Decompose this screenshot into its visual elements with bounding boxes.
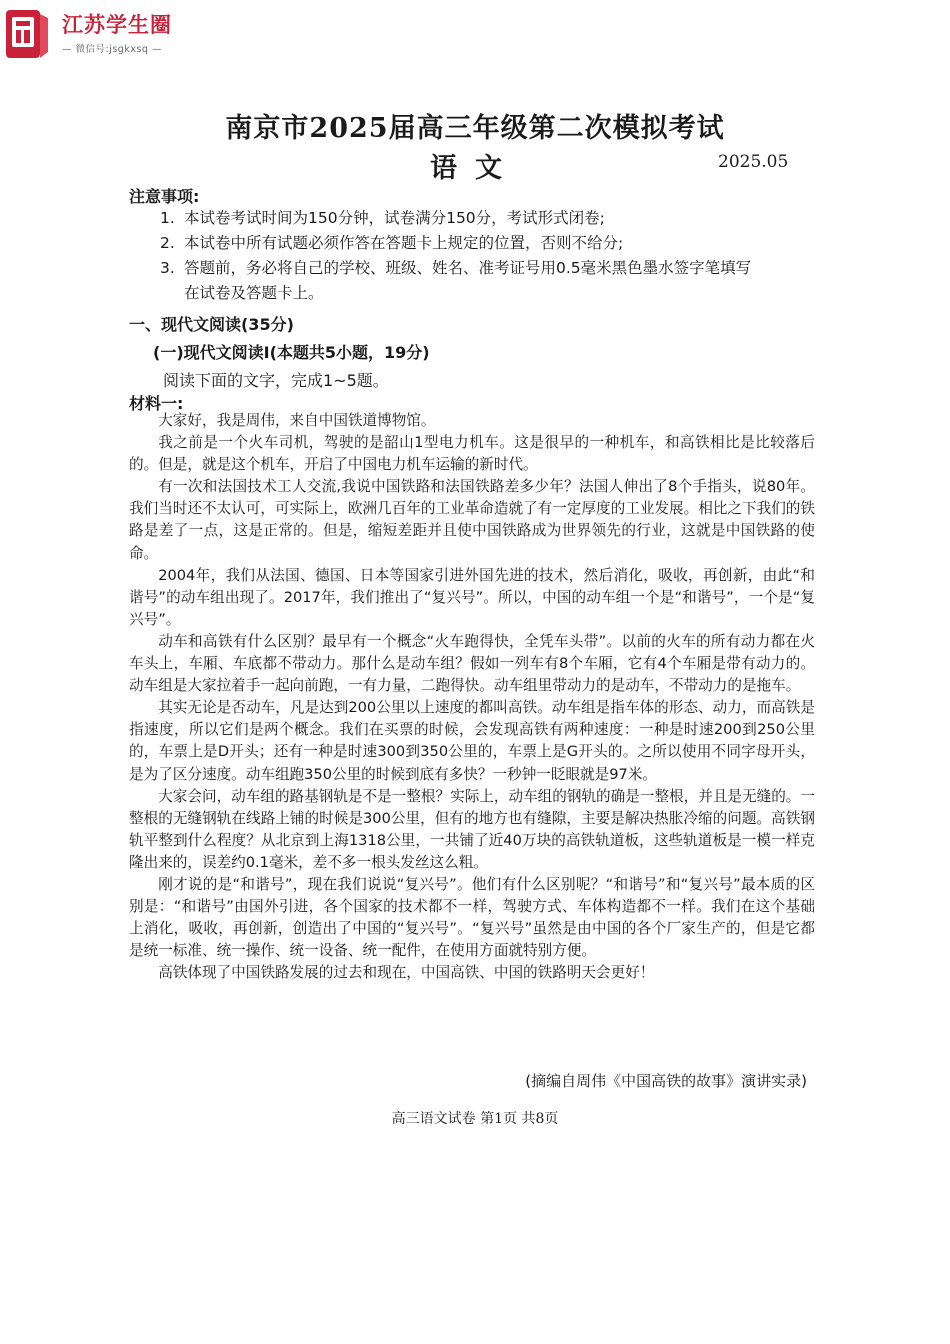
brand	[62, 12, 172, 55]
paragraph: 2004年，我们从法国、德国、日本等国家引进外国先进的技术，然后消化，吸收，再创新，由此“和谐号”的动车组出现了。2017年，我们推出了“复兴号”。所以，中国的动车组一个是“和谐号”，一个是“复兴号”。	[129, 566, 815, 628]
brand-wechat-id: — 微信号:jsgkxsq —	[62, 44, 162, 55]
section-heading: 一、现代文阅读(35分)	[129, 315, 294, 334]
paragraph: 大家会问，动车组的路基钢轨是不是一整根？实际上，动车组的钢轨的确是一整根，并且是无缝的。一整根的无缝钢轨在线路上铺的时候是300公里，但有的地方也有缝隙，主要是解决热胀冷缩的问题。高铁钢轨平整到什么程度？从北京到上海1318公里，一共铺了近40万块的高铁轨道板，这些轨道板是一模一样克隆出来的，误差约0.1毫米，差不多一根头发丝这么粗。	[129, 787, 815, 871]
subsection-heading: (一)现代文阅读Ⅰ(本题共5小题，19分)	[153, 343, 430, 362]
paragraph: 我之前是一个火车司机，驾驶的是韶山1型电力机车。这是很早的一种机车，和高铁相比是比较落后的。但是，就是这个机车，开启了中国电力机车运输的新时代。	[129, 434, 815, 474]
notice-heading: 注意事项:	[129, 187, 200, 206]
paragraph: 有一次和法国技术工人交流,我说中国铁路和法国铁路差多少年？法国人伸出了8个手指头，说80年。我们当时还不太认可，可实际上，欧洲几百年的工业革命造就了有一定厚度的工业发展。相比之下我们的铁路是差了一点，这是正常的。但是，缩短差距并且使中国铁路成为世界领先的行业，这就是中国铁路的使命。	[129, 478, 815, 562]
exam-date: 2025.05	[718, 152, 789, 172]
notice-item-text: 答题前，务必将自己的学校、班级、姓名、准考证号用0.5毫米黑色墨水签字笔填写	[184, 259, 752, 277]
notice-item	[160, 206, 820, 231]
paragraph: 大家好，我是周伟，来自中国铁道博物馆。	[158, 412, 436, 429]
brand-name: 江苏学生圈	[62, 13, 172, 37]
exam-title: 南京市2025届高三年级第二次模拟考试	[225, 113, 725, 144]
exam-subject: 语文	[430, 153, 520, 184]
notice-item	[160, 231, 820, 256]
notice-item-text: 本试卷中所有试题必须作答在答题卡上规定的位置，否则不给分;	[184, 234, 624, 252]
notice-item-number: 1.	[160, 209, 175, 227]
source-citation: (摘编自周伟《中国高铁的故事》演讲实录)	[525, 1072, 807, 1090]
paragraph: 高铁体现了中国铁路发展的过去和现在，中国高铁、中国的铁路明天会更好！	[158, 964, 655, 982]
instruction: 阅读下面的文字，完成1~5题。	[163, 371, 389, 390]
notice-item-continuation: 在试卷及答题卡上。	[184, 284, 324, 302]
brand-logo-icon	[2, 8, 50, 60]
page-footer: 高三语文试卷 第1页 共8页	[391, 1111, 559, 1127]
paragraph: 刚才说的是“和谐号”，现在我们说说“复兴号”。他们有什么区别呢？“和谐号”和“复兴号”最本质的区别是：“和谐号”由国外引进，各个国家的技术都不一样，驾驶方式、车体构造都不一样。我们在这个基础上消化，吸收，再创新，创造出了中国的“复兴号”。“复兴号”虽然是由中国的各个厂家生产的，但是它都是统一标准、统一操作、统一设备、统一配件，在使用方面就特别方便。	[129, 875, 815, 960]
notice-item	[160, 256, 820, 306]
material-label: 材料一:	[129, 394, 184, 413]
notice-item-number: 3.	[160, 259, 175, 277]
paragraph: 其实无论是否动车，凡是达到200公里以上速度的都叫高铁。动车组是指车体的形态、动力，而高铁是指速度，所以它们是两个概念。我们在买票的时候，会发现高铁有两种速度：一种是时速200到250公里的，车票上是D开头；还有一种是时速300到350公里的，车票上是G开头的。之所以使用不同字母开头，是为了区分速度。动车组跑350公里的时候到底有多快？一秒钟一眨眼就是97米。	[129, 699, 815, 783]
notice-item-number: 2.	[160, 234, 175, 252]
passage	[129, 410, 815, 984]
paragraph: 动车和高铁有什么区别？最早有一个概念“火车跑得快，全凭车头带”。以前的火车的所有动力都在火车头上，车厢、车底都不带动力。那什么是动车组？假如一列车有8个车厢，它有4个车厢是带有动力的。动车组是大家拉着手一起向前跑，一有力量，二跑得快。动车组里带动力的是动车，不带动力的是拖车。	[129, 632, 815, 695]
notice-item-text: 本试卷考试时间为150分钟，试卷满分150分，考试形式闭卷;	[184, 209, 605, 227]
